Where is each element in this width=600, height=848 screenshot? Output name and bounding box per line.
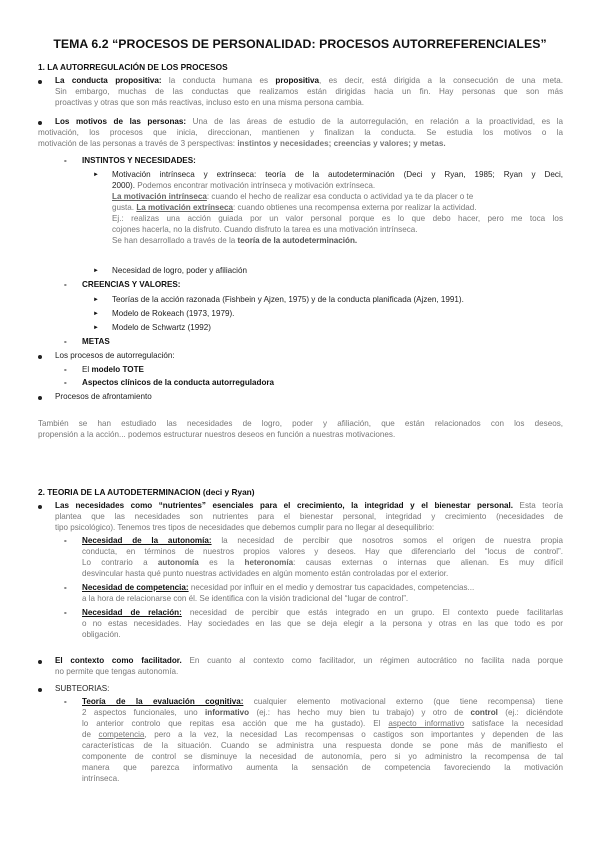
- conducta-label: La conducta propositiva:: [55, 76, 162, 85]
- teoria-autodeterminacion: teoría de la autodeterminación.: [237, 236, 358, 245]
- arrow-icon: ►: [93, 268, 99, 274]
- intrinseca-label: La motivación intrínseca: [112, 192, 207, 201]
- dash-icon: -: [64, 583, 67, 592]
- tambien-line-1: También se han estudiado las necesidades de logro, poder y afiliación, que están relacionados con los deseos,: [38, 419, 563, 428]
- relacion-line-3: obligación.: [82, 630, 121, 639]
- intrinseca-line: [112, 192, 473, 202]
- teoria-line-1: [82, 697, 563, 707]
- desarrollado-line: [112, 236, 357, 246]
- metas-heading: METAS: [82, 337, 110, 346]
- bullet-icon: [38, 688, 42, 692]
- section-2-heading: 2. TEORIA DE LA AUTODETERMINACION (deci y Ryan): [38, 487, 255, 497]
- extrinseca-text: : cuando obtienes una recompensa externa por realizar la actividad.: [233, 203, 477, 212]
- dash-icon: -: [64, 536, 67, 545]
- teo-3c: satisface la necesidad: [464, 719, 564, 728]
- teoria-label: Teoría de la evaluación cognitiva:: [82, 697, 244, 706]
- arrow-icon: ►: [93, 172, 99, 178]
- teo-informativo: informativo: [205, 708, 250, 717]
- arrow-icon: ►: [93, 325, 99, 331]
- autonomia-label: Necesidad de la autonomía:: [82, 536, 212, 545]
- ejemplo-line-2: cojones hacerla, no la disfruto. Cuando disfruto la tarea es una motivación intrínseca.: [112, 225, 418, 234]
- motivos-line-2: motivación, los procesos que inicia, direccionan, mantienen y finalizan la conducta. Se estudia los motivos o la: [38, 128, 563, 137]
- bullet-icon: [38, 660, 42, 664]
- procesos-line: Los procesos de autorregulación:: [55, 351, 175, 360]
- ejemplo-line-1: Ej.: realizas una acción guiada por un valor personal porque es lo que debo hacer, pero me toca los: [112, 214, 563, 223]
- relacion-text: necesidad de percibir que estás integrado en un grupo. El contexto puede facilitarlas: [181, 608, 563, 617]
- competencia-line-2: a la hora de relacionarse con él. Se identifica con la visión tradicional del “lugar de control”.: [82, 594, 409, 603]
- autonomia-line-2: conducta, en términos de nuestros propios valores y deseos. Hay que diferenciarlo del “locus de control”.: [82, 547, 563, 556]
- contexto-label: El contexto como facilitador.: [55, 656, 182, 665]
- dash-icon: -: [64, 697, 67, 706]
- arrow-icon: ►: [93, 311, 99, 317]
- creencias-item-1: Teorías de la acción razonada (Fishbein y Ajzen, 1975) y de la conducta planificada (Ajzen, 1991).: [112, 295, 464, 304]
- conducta-line-1: [55, 76, 563, 86]
- teo-2c: (ej.: has hecho muy bien tu trabajo) y otro de: [249, 708, 471, 717]
- creencias-item-2: Modelo de Rokeach (1973, 1979).: [112, 309, 235, 318]
- extrinseca-label: La motivación extrínseca: [136, 203, 234, 212]
- aspectos-clinicos: Aspectos clínicos de la conducta autorreguladora: [82, 378, 275, 387]
- aut-text-a: Lo contrario a: [82, 558, 158, 567]
- conducta-text-2: , es decir, está dirigida a la consecución de una meta.: [319, 76, 563, 85]
- instintos-heading: INSTINTOS Y NECESIDADES:: [82, 156, 196, 165]
- autonomia-line-1: [82, 536, 563, 546]
- aut-autonomia: autonomía: [157, 558, 199, 567]
- necesidad-logro: Necesidad de logro, poder y afiliación: [112, 266, 247, 275]
- teoria-line-5: características de la situación. Cuando se administra una respuesta donde se pone más de manifiesto el: [82, 741, 563, 750]
- bullet-icon: [38, 355, 42, 359]
- page-title: TEMA 6.2 “PROCESOS DE PERSONALIDAD: PROCESOS AUTORREFERENCIALES”: [53, 37, 547, 51]
- arrow-icon: ►: [93, 297, 99, 303]
- necesidades-label: Las necesidades como “nutrientes” esenciales para el crecimiento, la integridad y el bienestar personal.: [55, 501, 514, 510]
- extrinseca-line: [112, 203, 476, 213]
- intrinseca-text: : cuando el hecho de realizar esa conducta o actividad ya te da placer o te: [206, 192, 474, 201]
- teo-2e: (ej.: diciéndote: [497, 708, 564, 717]
- competencia-text: necesidad por influir en el medio y demostrar tus capacidades, competencias...: [188, 583, 475, 592]
- contexto-text: En cuanto al contexto como facilitador, un régimen autocrático no facilita nada porque: [181, 656, 563, 665]
- motivos-line-1: [55, 117, 563, 127]
- tote-line: [82, 365, 144, 375]
- bullet-icon: [38, 80, 42, 84]
- dash-icon: -: [64, 156, 67, 165]
- necesidades-line-3: tipo psicológico). Tenemos tres tipos de necesidades que debemos cumplir para no llegar al desequilibrio:: [55, 523, 435, 532]
- relacion-line-1: [82, 608, 563, 618]
- teo-2a: 2 aspectos funcionales, uno: [82, 708, 206, 717]
- conducta-text: la conducta humana es: [161, 76, 276, 85]
- creencias-item-3: Modelo de Schwartz (1992): [112, 323, 211, 332]
- motivos-text: Una de las áreas de estudio de la autorregulación, en relación a la proactividad, es la: [186, 117, 563, 126]
- competencia-label: Necesidad de competencia:: [82, 583, 189, 592]
- teo-4c: , pero a la vez, la necesidad Las recompensas o castigos son importantes y dependen de las: [144, 730, 563, 739]
- desarrollado-text: Se han desarrollado a través de la: [112, 236, 238, 245]
- teo-3a: lo anterior controlo que repitas esa acción que me ha gustado). El: [82, 719, 389, 728]
- teo-competencia: competencia: [98, 730, 145, 739]
- motivacion-line-1: Motivación intrínseca y extrínseca: teoría de la autodeterminación (Deci y Ryan, 1985; Ryan y Deci,: [112, 170, 563, 179]
- bullet-icon: [38, 121, 42, 125]
- teoria-line-4: [82, 730, 563, 740]
- teoria-line-7: manera que parezca informativo aumenta la sensación de competencia favoreciendo la motivación: [82, 763, 563, 772]
- creencias-heading: CREENCIAS Y VALORES:: [82, 280, 181, 289]
- teoria-line-6: componente de control se disminuye la necesidad de autonomía, pero si yo administro la recompensa de tal: [82, 752, 563, 761]
- contexto-line-1: [55, 656, 563, 666]
- teoria-line-8: intrínseca.: [82, 774, 120, 783]
- motivos-label: Los motivos de las personas:: [55, 117, 187, 126]
- dash-icon: -: [64, 608, 67, 617]
- mot-year: 2000).: [112, 181, 135, 190]
- motivacion-line-2: [112, 181, 375, 191]
- necesidades-line-2: plantea que las necesidades son nutrientes para el bienestar personal, integridad y crecimiento (necesidades de: [55, 512, 563, 521]
- teo-4a: de: [82, 730, 99, 739]
- perspectivas: instintos y necesidades; creencias y valores; y metas.: [237, 139, 446, 148]
- autonomia-line-4: desvincular hasta qué punto nuestras actividades en algún momento están controladas por el exterior.: [82, 569, 449, 578]
- aut-text-c: es la: [198, 558, 245, 567]
- motivos-line-3: [38, 139, 446, 149]
- motivos-text-3: motivación de las personas a través de 3 perspectivas:: [38, 139, 238, 148]
- mot-text: Podemos encontrar motivación intrínseca y motivación extrínseca.: [134, 181, 376, 190]
- modelo-tote: modelo TOTE: [91, 365, 144, 374]
- necesidades-line-1: [55, 501, 563, 511]
- teoria-text: cualquier elemento motivacional externo (que tiene recompensa) tiene: [243, 697, 563, 706]
- afrontamiento-line: Procesos de afrontamiento: [55, 392, 152, 401]
- teo-control: control: [470, 708, 498, 717]
- dash-icon: -: [64, 378, 67, 387]
- tambien-line-2: propensión a la acción... podemos estructurar nuestros deseos en función a nuestras motivaciones.: [38, 430, 396, 439]
- tote-prefix: El: [82, 365, 92, 374]
- autonomia-line-3: [82, 558, 563, 568]
- relacion-label: Necesidad de relación:: [82, 608, 182, 617]
- necesidades-text: Esta teoría: [513, 501, 563, 510]
- conducta-line-3: proactivas y otras que son más reactivas, incluso esto en una misma persona cambia.: [55, 98, 365, 107]
- conducta-bold: propositiva: [275, 76, 320, 85]
- teo-aspecto-informativo: aspecto informativo: [388, 719, 465, 728]
- competencia-line-1: [82, 583, 474, 593]
- subteorias-line: SUBTEORIAS:: [55, 684, 110, 693]
- dash-icon: -: [64, 280, 67, 289]
- relacion-line-2: o no estas necesidades. Hay sociedades en las que se deja elegir a la persona y otras en las que todo es por: [82, 619, 563, 628]
- teoria-line-2: [82, 708, 563, 718]
- autonomia-text: la necesidad de percibir que nosotros somos el origen de nuestra propia: [211, 536, 563, 545]
- bullet-icon: [38, 505, 42, 509]
- dash-icon: -: [64, 365, 67, 374]
- conducta-line-2: Sin embargo, muchas de las conductas que realizamos están dirigidas hacia un fin. Hay personas que son más: [55, 87, 563, 96]
- section-1-heading: 1. LA AUTORREGULACIÓN DE LOS PROCESOS: [38, 62, 228, 72]
- dash-icon: -: [64, 337, 67, 346]
- gusta-text: gusta.: [112, 203, 137, 212]
- aut-heteronomia: heteronomía: [244, 558, 294, 567]
- contexto-line-2: no permite que tengas autonomía.: [55, 667, 179, 676]
- teoria-line-3: [82, 719, 563, 729]
- bullet-icon: [38, 396, 42, 400]
- aut-text-e: : causas externas o internas que alienan. Es muy difícil: [293, 558, 563, 567]
